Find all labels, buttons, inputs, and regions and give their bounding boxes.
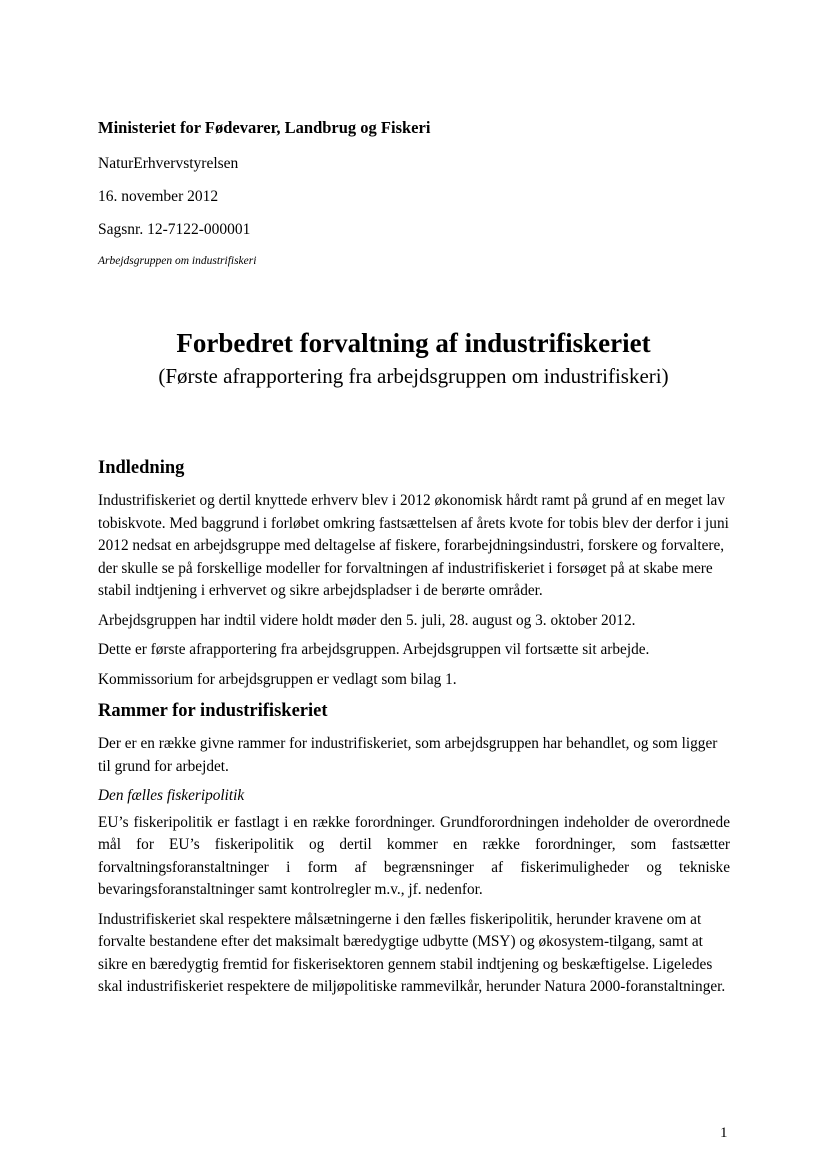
subheading-fisheries-policy: Den fælles fiskeripolitik <box>98 787 245 804</box>
section-heading-intro: Indledning <box>98 458 185 478</box>
working-group-name: Arbejdsgruppen om industrifiskeri <box>98 255 257 267</box>
document-subtitle: (Første afrapportering fra arbejdsgruppen om industrifiskeri) <box>158 364 669 388</box>
frame-paragraph: EU’s fiskeripolitik er fastlagt i en række forordninger. Grundforordningen indeholder de overordnede mål for EU’s fiskeripolitik og dertil kommer en række forordninger, som fastsætter forvaltningsforanstaltninger i form af begrænsninger af fiskerimuligheder og tekniske bevaringsforanstaltninger samt kontrolregler m.v., jf. nedenfor. <box>98 813 730 898</box>
case-number: Sagsnr. 12-7122-000001 <box>98 221 251 238</box>
section-heading-frame: Rammer for industrifiskeriet <box>98 701 328 721</box>
frame-paragraph: Der er en række givne rammer for industrifiskeriet, som arbejdsgruppen har behandlet, og som ligger til grund for arbejdet. <box>98 735 718 775</box>
intro-paragraph: Kommissorium for arbejdsgruppen er vedlagt som bilag 1. <box>98 670 457 688</box>
agency-name: NaturErhvervstyrelsen <box>98 155 239 172</box>
document-header <box>98 118 738 269</box>
document-title-block <box>0 325 827 391</box>
page-number: 1 <box>720 1125 728 1141</box>
document-date: 16. november 2012 <box>98 188 219 205</box>
intro-paragraph: Industrifiskeriet og dertil knyttede erhverv blev i 2012 økonomisk hårdt ramt på grund af en meget lav tobiskvote. Med baggrund i forløbet omkring fastsættelsen af årets kvote for tobis blev der derfor i juni 2012 nedsat en arbejdsgruppe med deltagelse af fiskere, forarbejdningsindustri, forskere og forvaltere, der skulle se på forskellige modeller for forvaltningen af industrifiskeriet i forsøget på at skabe mere stabil indtjening i erhvervet og sikre arbejdspladser i de berørte områder. <box>98 492 729 599</box>
document-body <box>98 455 730 1006</box>
intro-paragraph: Dette er første afrapportering fra arbejdsgruppen. Arbejdsgruppen vil fortsætte sit arbejde. <box>98 641 650 658</box>
intro-paragraph: Arbejdsgruppen har indtil videre holdt møder den 5. juli, 28. august og 3. oktober 2012. <box>98 611 636 629</box>
ministry-name: Ministeriet for Fødevarer, Landbrug og Fiskeri <box>98 118 431 137</box>
frame-paragraph: Industrifiskeriet skal respektere målsætningerne i den fælles fiskeripolitik, herunder kravene om at forvalte bestandene efter det maksimalt bæredygtige udbytte (MSY) og økosystem-tilgang, samt at sikre en bæredygtig fremtid for fiskerisektoren gennem stabil indtjening og beskæftigelse. Ligeledes skal industrifiskeriet respektere de miljøpolitiske rammevilkår, herunder Natura 2000-foranstaltninger. <box>98 910 726 995</box>
document-title: Forbedret forvaltning af industrifiskeriet <box>176 328 651 358</box>
